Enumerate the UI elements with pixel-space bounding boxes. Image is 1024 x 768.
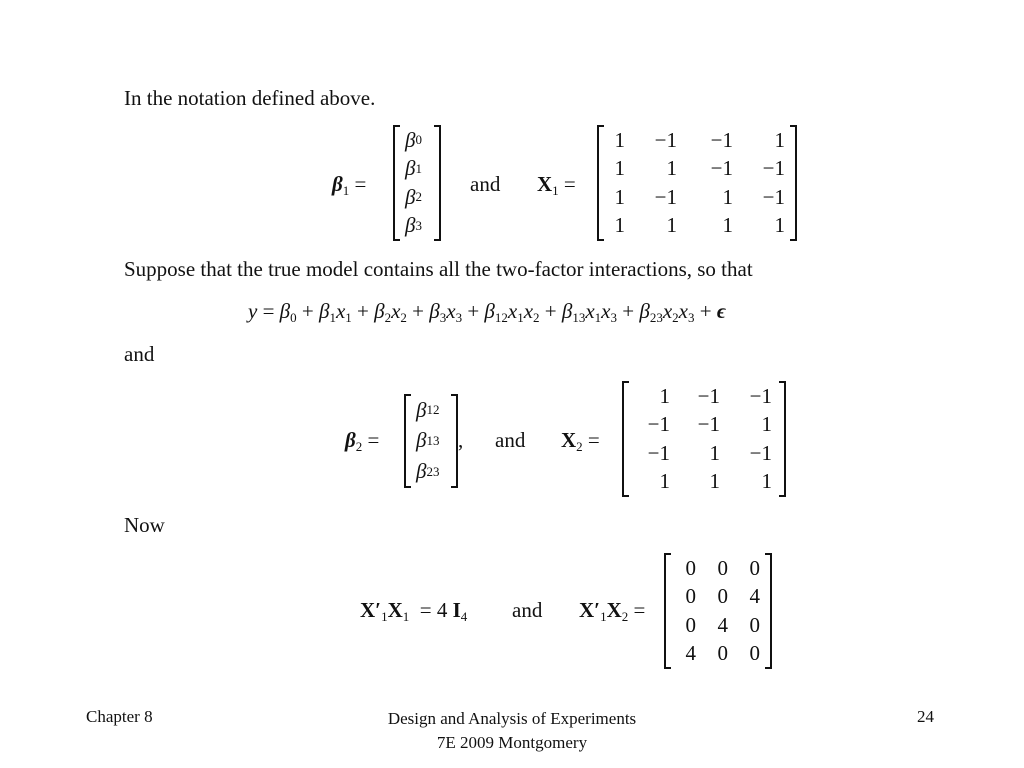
beta2-vector-entry-symbol: β [416, 428, 427, 453]
model-plus: + [617, 299, 640, 323]
result-matrix-cell: 0 [685, 555, 696, 580]
x1-transpose-2: X′ [579, 598, 601, 622]
xtx-equation: $X'_1X_1 = 4$ $I_4$ [360, 598, 468, 624]
model-term-var-subscript: 1 [345, 310, 352, 325]
model-error: ϵ [716, 299, 726, 323]
model-term-coef: β [429, 299, 440, 323]
model-term-var-subscript: 2 [672, 310, 679, 325]
x1-transpose-2-subscript: 1 [600, 609, 607, 624]
x2-subscript: 2 [576, 439, 583, 454]
beta1-vector-entry: β 2 [405, 184, 422, 209]
beta2-label: $\beta_2$ = [345, 428, 380, 454]
model-term-var-subscript: 3 [610, 310, 617, 325]
x1-transpose: X′ [360, 598, 382, 622]
result-matrix-cell: 0 [685, 612, 696, 637]
model-response: y [248, 299, 258, 323]
result-matrix-cell: 4 [717, 612, 728, 637]
x1-symbol: X [537, 172, 553, 196]
x2-matrix-cell: 1 [709, 469, 720, 494]
x2-symbol: X [561, 428, 577, 452]
model-term-var-subscript: 2 [533, 310, 540, 325]
result-matrix-cell: 0 [749, 612, 760, 637]
x1-matrix-cell: −1 [762, 156, 785, 181]
x2-matrix-cell: −1 [749, 383, 772, 408]
x1-matrix-cell: 1 [614, 213, 625, 238]
x2-matrix-cell: 1 [761, 412, 772, 437]
x1-matrix-cell: 1 [722, 213, 733, 238]
intro-text: In the notation defined above. [124, 86, 376, 110]
x1-matrix-cell: −1 [654, 127, 677, 152]
beta2-vector-entry: β 12 [416, 397, 440, 422]
model-term-var-subscript: 3 [687, 310, 695, 325]
beta1-vector-entry-symbol: β [405, 213, 416, 238]
model-term-var: x [601, 299, 611, 323]
suppose-text: Suppose that the true model contains all the two-factor interactions, so that [124, 257, 753, 281]
and-word-3: and [512, 598, 543, 622]
model-plus: + [694, 299, 717, 323]
beta2-vector-entry-symbol: β [416, 397, 427, 422]
x1-matrix-cell: 1 [774, 127, 785, 152]
model-term-coef-subscript: 2 [384, 310, 392, 325]
model-term-coef-subscript: 0 [290, 310, 297, 325]
model-term-coef: β [279, 299, 291, 323]
model-term [562, 299, 617, 323]
result-matrix [664, 554, 772, 668]
model-plus: + [296, 299, 319, 323]
model-term-coef-subscript: 3 [439, 310, 447, 325]
x2-factor-subscript: 2 [621, 609, 629, 624]
x1-matrix [597, 126, 797, 240]
x1-matrix-cell: −1 [762, 184, 785, 209]
result-matrix-cell: 0 [717, 555, 728, 580]
model-term [280, 299, 297, 323]
beta2-vector-entry: β 13 [416, 428, 440, 453]
model-term-coef-subscript: 13 [572, 310, 586, 325]
footer-book-line1: Design and Analysis of Experiments [387, 709, 637, 728]
result-matrix-cell: 0 [749, 641, 760, 666]
beta2-comma: , [458, 428, 464, 452]
model-equals: = [257, 299, 280, 323]
model-term [374, 299, 407, 323]
model-term-var-subscript: 1 [594, 310, 602, 325]
model-term-coef: β [374, 299, 385, 323]
x2-matrix-cell: 1 [659, 383, 670, 408]
model-term [639, 299, 694, 323]
x1-subscript: 1 [552, 183, 559, 198]
footer-book [312, 707, 712, 755]
model-term-var-subscript: 3 [455, 310, 463, 325]
model-plus: + [539, 299, 562, 323]
model-term-coef-subscript: 12 [494, 310, 508, 325]
x1-matrix-cell: −1 [710, 127, 733, 152]
result-matrix-cell: 4 [749, 584, 760, 609]
model-term-var: x [523, 299, 534, 323]
beta1-vector-entry: β 0 [405, 127, 422, 152]
model-term-var: x [446, 299, 456, 323]
x1-matrix-cell: 1 [722, 184, 733, 209]
beta1-vector-entry-symbol: β [405, 127, 416, 152]
x1-matrix-cell: 1 [666, 213, 677, 238]
x2-matrix-cell: −1 [647, 412, 670, 437]
model-term-var: x [335, 299, 346, 323]
model-plus: + [406, 299, 430, 323]
result-matrix-cell: 0 [717, 641, 728, 666]
x2-label: $X_2$ = [561, 428, 600, 454]
x1-matrix-cell: −1 [710, 156, 733, 181]
identity-subscript: 4 [460, 609, 468, 624]
x2-matrix-cell: 1 [761, 469, 772, 494]
x1-transpose-subscript: 1 [381, 609, 388, 624]
model-term-coef: β [484, 299, 495, 323]
beta2-vector [404, 395, 458, 487]
result-matrix-cell: 0 [749, 555, 760, 580]
x1-matrix-cell: 1 [614, 156, 625, 181]
beta1-vector-entry: β 3 [405, 213, 422, 238]
model-term-coef-subscript: 23 [649, 310, 663, 325]
x1-matrix-cell: 1 [666, 156, 677, 181]
x1-factor: X [387, 598, 403, 622]
and-text: and [124, 342, 155, 366]
and-word-2: and [495, 428, 526, 452]
x2-matrix-cell: −1 [647, 440, 670, 465]
model-term-var: x [678, 299, 688, 323]
footer-page-number: 24 [917, 707, 934, 726]
beta2-subscript: 2 [355, 439, 363, 454]
model-term-coef: β [639, 299, 650, 323]
model-term-coef: β [561, 299, 573, 323]
model-plus: + [351, 299, 375, 323]
footer-chapter: Chapter 8 [86, 707, 153, 726]
beta1-vector-entry-symbol: β [405, 184, 416, 209]
beta1-label: $\beta_1$ = [332, 172, 367, 198]
xtx2-label: $X'_1X_2$ = [579, 598, 646, 624]
x1-factor-subscript: 1 [402, 609, 410, 624]
model-equation [248, 299, 726, 324]
model-plus: + [462, 299, 485, 323]
footer-book-line2: 7E 2009 Montgomery [436, 733, 588, 752]
beta2-vector-entry-symbol: β [416, 459, 427, 484]
model-term-var: x [391, 299, 401, 323]
and-word-1: and [470, 172, 501, 196]
model-term-var: x [507, 299, 518, 323]
x2-matrix-cell: −1 [697, 383, 720, 408]
result-matrix-cell: 0 [717, 584, 728, 609]
result-matrix-cell: 4 [685, 641, 696, 666]
model-term-coef: β [318, 299, 330, 323]
x1-label: $X_1$ = [537, 172, 576, 198]
result-matrix-cell: 0 [685, 584, 696, 609]
x2-factor: X [606, 598, 622, 622]
model-term-var-subscript: 1 [517, 310, 524, 325]
x2-matrix [622, 382, 786, 496]
beta1-vector [393, 126, 441, 240]
x1-matrix-cell: −1 [654, 184, 677, 209]
x1-matrix-cell: 1 [774, 213, 785, 238]
x1-matrix-cell: 1 [614, 127, 625, 152]
x2-matrix-cell: 1 [709, 440, 720, 465]
now-text: Now [124, 513, 165, 537]
model-term-var: x [585, 299, 595, 323]
beta1-vector-entry-symbol: β [405, 156, 416, 181]
model-term [484, 299, 539, 323]
beta1-vector-entry: β 1 [405, 156, 422, 181]
beta1-symbol: β [332, 172, 343, 196]
model-term-var-subscript: 2 [400, 310, 407, 325]
model-term-coef-subscript: 1 [329, 310, 336, 325]
identity-matrix: I [452, 598, 461, 622]
scalar-four: 4 [436, 598, 448, 622]
model-term [429, 299, 462, 323]
x1-matrix-cell: 1 [614, 184, 625, 209]
x2-matrix-cell: −1 [697, 412, 720, 437]
beta1-subscript: 1 [342, 183, 350, 198]
x2-matrix-cell: −1 [749, 440, 772, 465]
x2-matrix-cell: 1 [659, 469, 670, 494]
beta2-symbol: β [345, 428, 356, 452]
model-term-var: x [662, 299, 673, 323]
beta2-vector-entry: β 23 [416, 459, 440, 484]
model-term [319, 299, 352, 323]
